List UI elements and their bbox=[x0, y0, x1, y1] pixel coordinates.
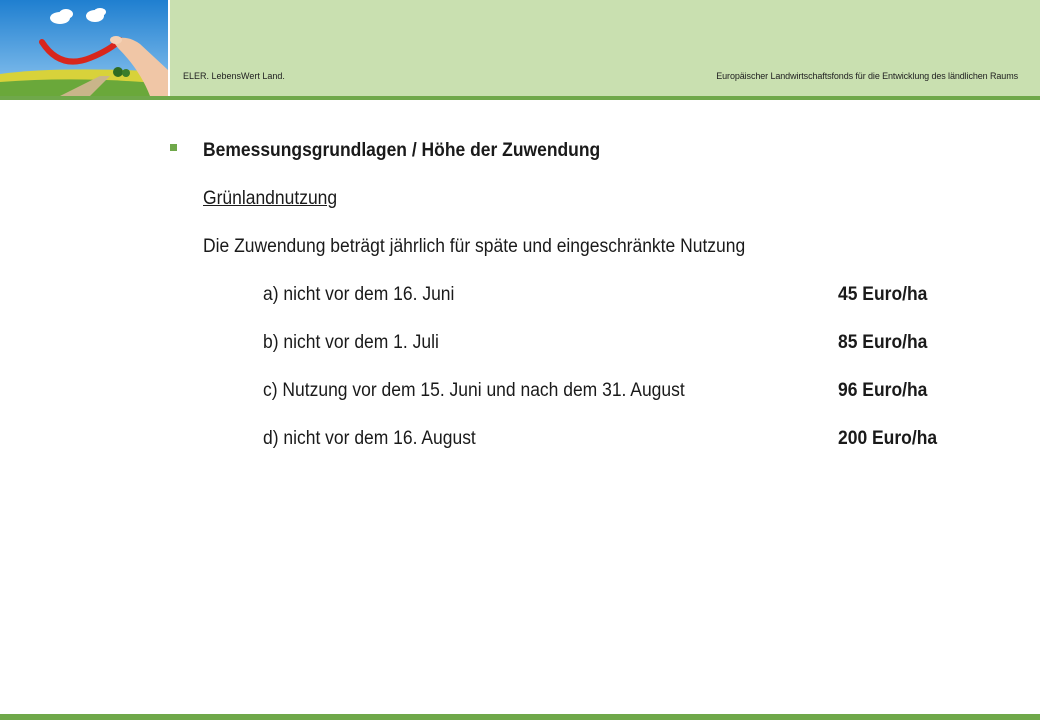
slide-title: Bemessungsgrundlagen / Höhe der Zuwendung bbox=[203, 140, 601, 161]
item-value: 96 Euro/ha bbox=[838, 380, 928, 401]
footer-divider bbox=[0, 714, 1040, 720]
fund-name: Europäischer Landwirtschaftsfonds für die Entwicklung des ländlichen Raums bbox=[716, 71, 1018, 81]
item-value: 45 Euro/ha bbox=[838, 284, 928, 305]
brand-slogan: ELER. LebensWert Land. bbox=[183, 71, 285, 81]
item-label: c) Nutzung vor dem 15. Juni und nach dem 31. August bbox=[263, 380, 685, 401]
item-value: 85 Euro/ha bbox=[838, 332, 928, 353]
item-label: b) nicht vor dem 1. Juli bbox=[263, 332, 439, 353]
section-subtitle: Grünlandnutzung bbox=[203, 188, 338, 209]
intro-text: Die Zuwendung beträgt jährlich für späte und eingeschränkte Nutzung bbox=[203, 236, 746, 257]
item-label: a) nicht vor dem 16. Juni bbox=[263, 284, 455, 305]
item-label: d) nicht vor dem 16. August bbox=[263, 428, 476, 449]
square-bullet-icon bbox=[170, 144, 177, 151]
item-value: 200 Euro/ha bbox=[838, 428, 938, 449]
